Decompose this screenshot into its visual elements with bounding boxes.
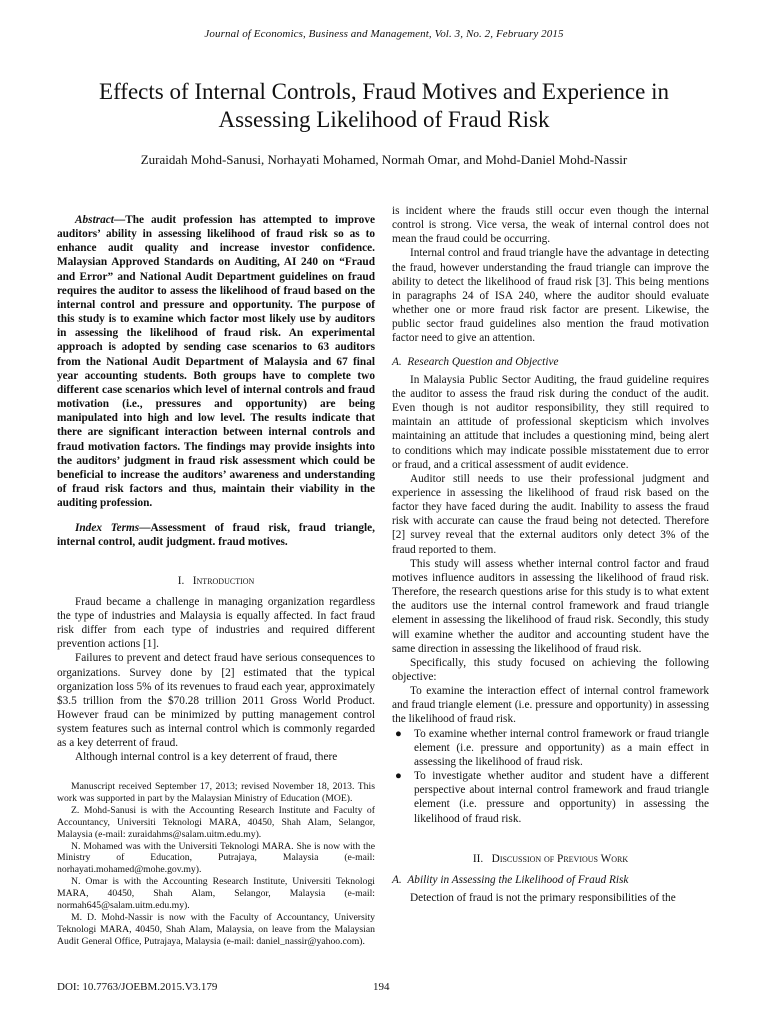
footnote: M. D. Mohd-Nassir is now with the Faculty of Accountancy, University Teknologi MARA, 40450, Shah Alam, Malaysia, on leave from the Malaysian Audit General Office, Putrajaya, Malaysia (e-mail: daniel_nassir@yahoo.com). bbox=[57, 911, 375, 947]
section-heading-introduction bbox=[57, 574, 375, 588]
doi-footer: DOI: 10.7763/JOEBM.2015.V3.179 bbox=[57, 981, 218, 993]
section2-paragraph: Detection of fraud is not the primary responsibilities of the bbox=[410, 892, 676, 905]
intro-paragraph-3: Although internal control is a key deterrent of fraud, there bbox=[75, 751, 338, 764]
left-column bbox=[57, 213, 375, 765]
bullet-text: To investigate whether auditor and student have a different perspective about internal control framework and fraud triangle element (i.e. pressure and opportunity) in assessing the likelihood of fraud risk. bbox=[414, 770, 709, 825]
subsection-title: Research Question and Objective bbox=[407, 355, 559, 368]
footnote: N. Mohamed was with the Universiti Teknologi MARA. She is now with the Ministry of Education, Putrajaya, Malaysia (e-mail: norhayati.mohamed@mohe.gov.my). bbox=[57, 840, 375, 876]
research-paragraph-1: In Malaysia Public Sector Auditing, the fraud guideline requires the auditor to assess the fraud risk during the conduct of the audit. Even though is not auditor responsibility, they still required to maintain an attitude of professional skepticism which involves maintaining an attitude that includes a questioning mind, being alert to conditions which may indicate possible misstatement due to error or fraud, and a critical assessment of audit evidence. bbox=[392, 373, 709, 471]
abstract bbox=[57, 213, 375, 510]
section-title: Discussion of Previous Work bbox=[491, 852, 629, 865]
list-item bbox=[392, 769, 709, 826]
continued-paragraph: is incident where the frauds still occur even though the internal control is strong. Vice versa, the weak of internal control does not mean the fraud could be occurring. bbox=[392, 205, 709, 246]
research-paragraph-3: This study will assess whether internal control factor and fraud motives influence auditors in assessing the likelihood of fraud risk. Therefore, the research questions arise for this study is to what extent the auditors use the internal control framework and fraud triangle element in assessing the likelihood of fraud risk. Secondly, this study will examine whether the auditor and accounting student have the same direction in assessing the likelihood of fraud risk. bbox=[392, 557, 709, 655]
journal-header: Journal of Economics, Business and Management, Vol. 3, No. 2, February 2015 bbox=[204, 28, 564, 40]
bullet-icon: ● bbox=[395, 727, 402, 740]
research-paragraph-4: Specifically, this study focused on achieving the following objective: bbox=[392, 656, 709, 683]
section-title: Introduction bbox=[192, 574, 255, 587]
subsection-number: A. bbox=[392, 873, 402, 886]
index-terms bbox=[57, 521, 375, 549]
bullet-icon: ● bbox=[395, 770, 402, 783]
research-paragraph-5: To examine the interaction effect of internal control framework and fraud triangle element (i.e. pressure and opportunity) in assessing the likelihood of fraud risk. bbox=[392, 685, 709, 726]
footnotes bbox=[57, 781, 375, 948]
footnote: Manuscript received September 17, 2013; revised November 18, 2013. This work was supported in part by the Malaysian Ministry of Education (MOE). bbox=[57, 781, 375, 804]
subsection-heading-research bbox=[392, 355, 709, 369]
abstract-text: —The audit profession has attempted to improve auditors’ ability in assessing likelihood of fraud risk so as to enhance audit quality and increase investor confidence. Malaysian Approved Standards on Auditing, AI 240 on “Fraud and Error” and National Audit Department guidelines on fraud requires the auditor to assess the likelihood of fraud based on the internal control and pressure and opportunity. The purpose of this study is to examine which factor most likely use by auditors in assessing the likelihood of fraud risk. An experimental approach is adopted by sending case scenarios to 63 auditors from the National Audit Department of Malaysia and 67 final year accounting students. Both groups have to complete two different case scenarios which level of internal controls and fraud motivation (i.e., pressures and opportunity) are being manipulated into high and low level. The results indicate that there are significant interaction between internal controls and fraud motivation factors. The findings may provide insights into the auditors’ judgment in fraud risk assessment which could be beneficial to increase the auditors’ awareness and understanding of fraud risk factors and thus, maintain their viability in the auditing profession. bbox=[57, 214, 375, 510]
intro-paragraph-2: Failures to prevent and detect fraud have serious consequences to organizations. Survey done by [2] estimated that the typical organization loss 5% of its revenues to fraud each year, approximately $3.5 trillion from the $70.28 trillion 2011 Gross World Product. However fraud can be minimized by putting management control system features such as internal control which is commonly regarded as a key deterrent of fraud. bbox=[57, 652, 375, 750]
section-heading-previous-work bbox=[392, 852, 709, 866]
index-terms-text: —Assessment of fraud risk, fraud triangle, internal control, audit judgment. fraud motives. bbox=[57, 522, 375, 549]
subsection-heading-ability bbox=[392, 873, 709, 887]
right-column bbox=[392, 204, 709, 905]
paper-title: Effects of Internal Controls, Fraud Motives and Experience in Assessing Likelihood of Fraud Risk bbox=[99, 79, 669, 132]
bullet-text: To examine whether internal control framework or fraud triangle element (i.e. pressure and opportunity) as a main effect in assessing the likelihood of fraud risk. bbox=[414, 727, 709, 768]
subsection-number: A. bbox=[392, 355, 402, 368]
footnote: N. Omar is with the Accounting Research Institute, Universiti Teknologi MARA, 40450, Shah Alam, Selangor, Malaysia (e-mail: normah645@salam.uitm.edu.my). bbox=[57, 876, 375, 912]
section-number: II. bbox=[472, 852, 484, 865]
page-number: 194 bbox=[373, 981, 390, 993]
author-list: Zuraidah Mohd-Sanusi, Norhayati Mohamed, Normah Omar, and Mohd-Daniel Mohd-Nassir bbox=[140, 152, 628, 167]
index-terms-label: Index Terms bbox=[75, 522, 140, 535]
fraud-triangle-paragraph: Internal control and fraud triangle have the advantage in detecting the fraud, however understanding the fraud triangle can improve the ability to detect the likelihood of fraud risk [3]. This being mentions in paragraphs 24 of ISA 240, where the auditor should evaluate whether one or more fraud risk factor are present. Likewise, the public sector fraud guidelines also mention the fraud motivation factor need to give an attention. bbox=[392, 247, 709, 345]
abstract-label: Abstract bbox=[75, 214, 114, 226]
list-item bbox=[392, 727, 709, 769]
intro-paragraph-1: Fraud became a challenge in managing organization regardless the type of industries and Malaysia is equally affected. In fact fraud risk differ from each type of industries and required different prevention actions [1]. bbox=[57, 595, 375, 651]
section-number: I. bbox=[177, 574, 185, 587]
research-paragraph-2: Auditor still needs to use their professional judgment and experience in assessing the likelihood of fraud risk based on the factor they have faced during the audit. Inability to assess the fraud risk with accurate can cause the fraud being not detected. Therefore [2] survey reveal that the external auditors only detect 3% of the fraud reported to them. bbox=[392, 472, 709, 556]
footnote: Z. Mohd-Sanusi is with the Accounting Research Institute and Faculty of Accountancy, Universiti Teknologi MARA, 40450, Shah Alam, Selangor, Malaysia (e-mail: zuraidahms@salam.uitm.edu.my). bbox=[57, 804, 375, 840]
subsection-title: Ability in Assessing the Likelihood of Fraud Risk bbox=[407, 873, 629, 886]
